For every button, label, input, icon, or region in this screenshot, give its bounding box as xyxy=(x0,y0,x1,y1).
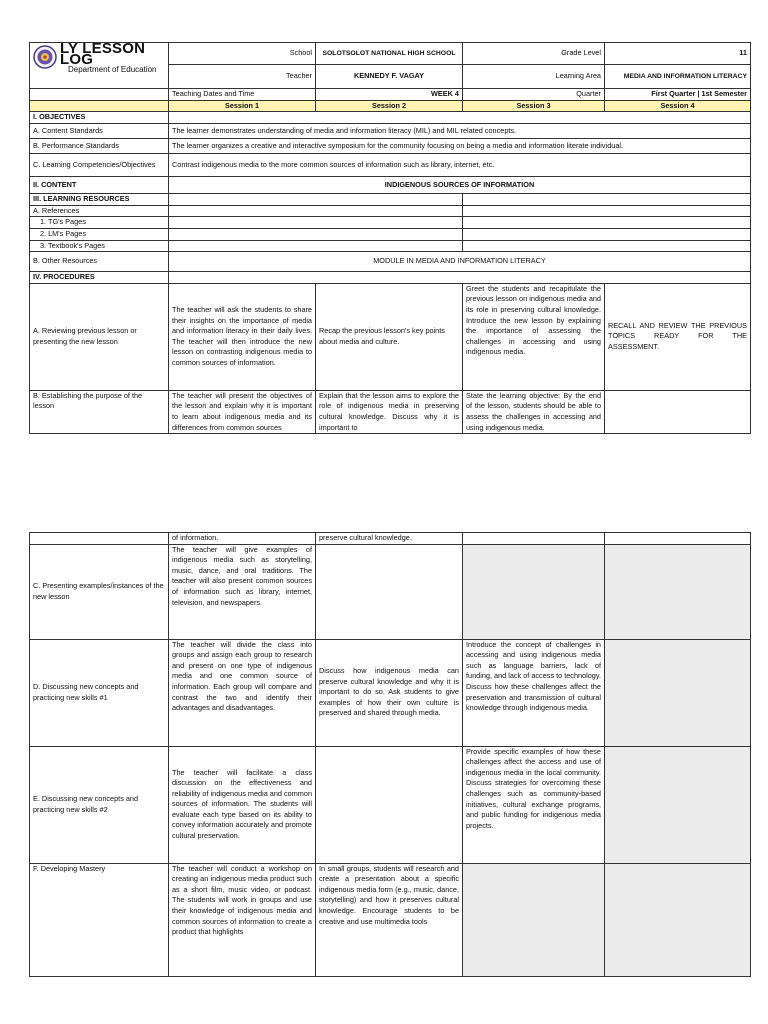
textbook-pages-label: 3. Textbook's Pages xyxy=(30,240,169,252)
teacher-value: KENNEDY F. VAGAY xyxy=(316,65,463,89)
procedure-d-session-2: Discuss how indigenous media can preserve cultural knowledge and why it is important to do so. Ask students to give examples of how their own culture is preserved and shared through media. xyxy=(316,639,463,746)
deped-seal-icon xyxy=(33,45,57,69)
procedure-e-session-3: Provide specific examples of how these challenges affect the access and use of indigenous media in the local community. Discuss strategies for overcoming these challenges such as community-based initiatives, cultural exchange programs, and public funding for indigenous media projects. xyxy=(463,746,605,863)
procedures-heading: IV. PROCEDURES xyxy=(30,272,169,284)
procedure-f-session-1: The teacher will conduct a workshop on creating an indigenous media product such as a short film, music video, or podcast. The students will work in groups and use their knowledge of indigenous media and common sources of information to create a product that highlights xyxy=(169,863,316,976)
quarter-label: Quarter xyxy=(463,89,605,101)
procedure-a-label: A. Reviewing previous lesson or presenting the new lesson xyxy=(30,283,169,390)
lesson-log-table-page-2 xyxy=(29,532,751,977)
quarter-value: First Quarter | 1st Semester xyxy=(605,89,751,101)
procedure-e-label: E. Discussing new concepts and practicing new skills #2 xyxy=(30,746,169,863)
competencies-label: C. Learning Competencies/Objectives xyxy=(30,154,169,177)
dates-label: Teaching Dates and Time xyxy=(169,89,316,101)
procedure-b-session-2-continued: preserve cultural knowledge. xyxy=(316,533,463,545)
procedure-a-session-2: Recap the previous lesson's key points about media and culture. xyxy=(316,283,463,390)
session-3-header: Session 3 xyxy=(463,100,605,112)
procedure-c-label: C. Presenting examples/instances of the new lesson xyxy=(30,544,169,639)
competencies-text: Contrast indigenous media to the more common sources of information such as library, internet, etc. xyxy=(169,154,751,177)
content-standards-text: The learner demonstrates understanding of media and information literacy (MIL) and MIL related concepts. xyxy=(169,124,751,139)
grade-value: 11 xyxy=(605,43,751,65)
procedure-b-label: B. Establishing the purpose of the lesson xyxy=(30,390,169,433)
resources-heading: III. LEARNING RESOURCES xyxy=(30,194,169,206)
learning-area-value: MEDIA AND INFORMATION LITERACY xyxy=(605,65,751,89)
objectives-heading: I. OBJECTIVES xyxy=(30,112,169,124)
school-label: School xyxy=(169,43,316,65)
grade-label: Grade Level xyxy=(463,43,605,65)
performance-standards-label: B. Performance Standards xyxy=(30,139,169,154)
session-1-header: Session 1 xyxy=(169,100,316,112)
procedure-b-session-2: Explain that the lesson aims to explore the role of indigenous media in preserving cultural knowledge. Discuss why it is important to xyxy=(316,390,463,433)
session-2-header: Session 2 xyxy=(316,100,463,112)
procedure-a-session-4: RECALL AND REVIEW THE PREVIOUS TOPICS READY FOR THE ASSESSMENT. xyxy=(605,283,751,390)
tg-pages-label: 1. TG's Pages xyxy=(30,217,169,229)
references-label: A. References xyxy=(30,205,169,217)
lesson-log-page-1 xyxy=(29,42,750,434)
procedure-a-session-1: The teacher will ask the students to share their insights on the importance of media and information literacy in their daily lives. The teacher will then introduce the new lesson on contrasting indigenous media to common sources of information. xyxy=(169,283,316,390)
lesson-log-page-2 xyxy=(29,532,750,977)
lesson-log-title: LY LESSON LOG xyxy=(60,42,146,68)
other-resources-label: B. Other Resources xyxy=(30,252,169,272)
procedure-d-session-1: The teacher will divide the class into groups and assign each group to research and present on one type of indigenous media and one common source of information. Each group will compare and contrast the two and identify their advantages and disadvantages. xyxy=(169,639,316,746)
lm-pages-label: 2. LM's Pages xyxy=(30,228,169,240)
content-title: INDIGENOUS SOURCES OF INFORMATION xyxy=(169,177,751,194)
performance-standards-text: The learner organizes a creative and interactive symposium for the community focusing on being a media and information literate individual. xyxy=(169,139,751,154)
procedure-d-label: D. Discussing new concepts and practicing new skills #1 xyxy=(30,639,169,746)
department-name: Department of Education xyxy=(68,65,157,74)
session-4-header: Session 4 xyxy=(605,100,751,112)
procedure-a-session-3: Greet the students and recapitulate the previous lesson on indigenous media and its role in preserving cultural knowledge. Introduce the new lesson by explaining the importance of assessing the challenges in accessing and using indigenous media. xyxy=(463,283,605,390)
dates-value: WEEK 4 xyxy=(316,89,463,101)
procedure-b-session-3: State the learning objective: By the end of the lesson, students should be able to assess the challenges in accessing and using indigenous media. xyxy=(463,390,605,433)
learning-area-label: Learning Area xyxy=(463,65,605,89)
lesson-log-table-page-1 xyxy=(29,42,751,434)
content-standards-label: A. Content Standards xyxy=(30,124,169,139)
school-value: SOLOTSOLOT NATIONAL HIGH SCHOOL xyxy=(316,43,463,65)
procedure-b-session-1: The teacher will present the objectives of the lesson and explain why it is important to learn about indigenous media and its differences from common sources xyxy=(169,390,316,433)
header-logo-cell xyxy=(30,43,169,89)
procedure-f-session-2: In small groups, students will research and create a presentation about a specific indigenous media form (e.g., music, dance, storytelling) and how it preserves cultural knowledge. Encourage students to be creative and use multimedia tools xyxy=(316,863,463,976)
content-heading: II. CONTENT xyxy=(30,177,169,194)
procedure-e-session-1: The teacher will facilitate a class discussion on the effectiveness and reliability of indigenous media and common sources of information. The students will evaluate each type based on its ability to convey information accurately and promote cultural preservation. xyxy=(169,746,316,863)
teacher-label: Teacher xyxy=(169,65,316,89)
procedure-f-label: F. Developing Mastery xyxy=(30,863,169,976)
procedure-d-session-3: Introduce the concept of challenges in accessing and using indigenous media such as language barriers, lack of funding, and lack of access to technology. Discuss how these challenges affect the preservation and transmission of cultural knowledge through indigenous media. xyxy=(463,639,605,746)
other-resources-value: MODULE IN MEDIA AND INFORMATION LITERACY xyxy=(169,252,751,272)
procedure-b-session-1-continued: of information. xyxy=(169,533,316,545)
procedure-c-session-1: The teacher will give examples of indigenous media such as storytelling, music, dance, and oral traditions. The teacher will also present common sources of information such as library, internet, television, and newspapers. xyxy=(169,544,316,639)
